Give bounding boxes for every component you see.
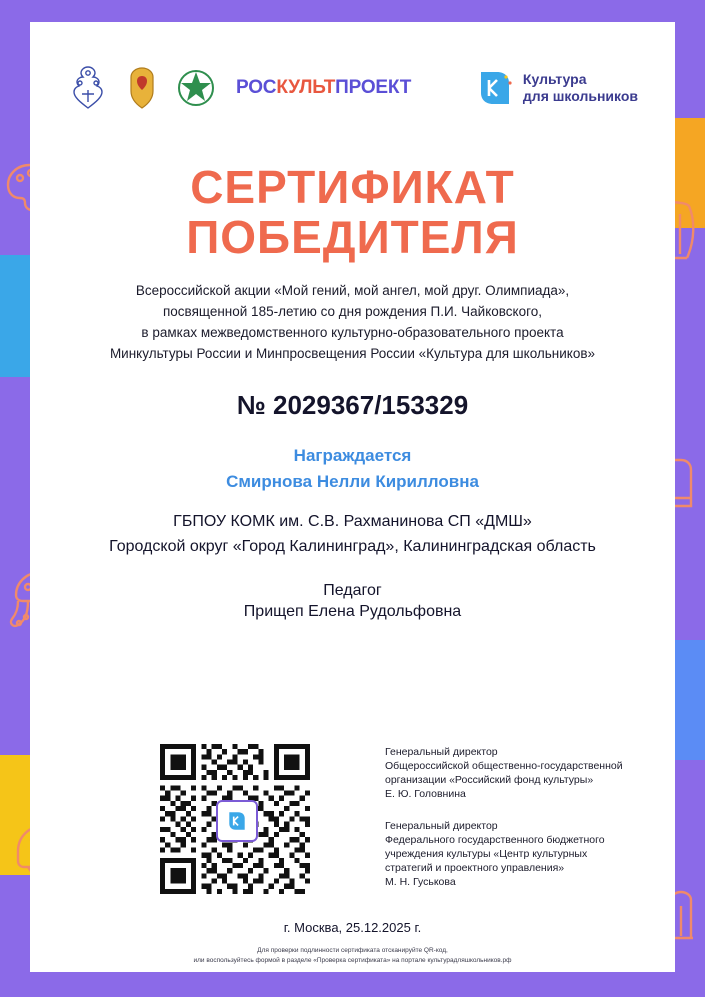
certificate-card: [30, 22, 675, 972]
decor-block-blue-right: [671, 640, 705, 760]
organization-line-1: ГБПОУ КОМК им. С.В. Рахманинова СП «ДМШ»: [173, 513, 532, 530]
subtitle-line-1: Всероссийской акции «Мой гений, мой ангел, мой друг. Олимпиада»,: [135, 283, 570, 298]
ministry-emblem-icon: [122, 64, 162, 112]
subtitle: [78, 280, 627, 364]
roskultproekt-logo-text: РОСКУЛЬТПРОЕКТ: [236, 77, 412, 98]
organization-line-2: Городской округ «Город Калининград», Калининградская область: [109, 538, 596, 555]
qr-code[interactable]: [160, 744, 310, 894]
certificate-number: № 2029367/153329: [236, 390, 469, 420]
fineprint-line-1: Для проверки подлинности сертификата отсканируйте QR-код,: [257, 947, 448, 954]
signature-2-name: М. Н. Гуськова: [385, 876, 456, 888]
gerb-emblem-icon: [68, 64, 108, 112]
star-emblem-icon: [176, 64, 216, 112]
signature-1-role-1: Генеральный директор: [385, 746, 498, 758]
qr-center-logo-icon: [216, 800, 258, 842]
organization: [70, 509, 635, 559]
page-title: [30, 162, 675, 262]
kds-mark-icon: [475, 68, 515, 108]
signature-1-role-2: Общероссийской общественно-государственной: [385, 760, 623, 772]
subtitle-line-3: в рамках межведомственного культурно-образовательного проекта: [141, 325, 564, 340]
awarded-label: Награждается: [293, 446, 412, 465]
subtitle-line-2: посвященной 185-летию со дня рождения П.И. Чайковского,: [162, 304, 542, 319]
kds-mark-small-icon: [226, 810, 248, 832]
title-line-1: СЕРТИФИКАТ: [190, 161, 515, 213]
subtitle-line-4: Минкультуры России и Минпросвещения России «Культура для школьников»: [109, 346, 596, 361]
signature-1-role-3: организации «Российский фонд культуры»: [385, 774, 594, 786]
place-and-date: г. Москва, 25.12.2025 г.: [283, 920, 422, 935]
kds-logo-text: [523, 71, 638, 105]
signature-2-role-3: учреждения культуры «Центр культурных: [385, 848, 588, 860]
kultura-dlya-shkolnikov-logo: [475, 68, 638, 108]
signature-block-1: [385, 745, 645, 801]
fineprint: [90, 946, 615, 966]
signature-2-role-4: стратегий и проектного управления»: [385, 862, 565, 874]
signature-2-role-1: Генеральный директор: [385, 820, 498, 832]
signature-block-2: [385, 819, 645, 889]
signature-1-name: Е. Ю. Головнина: [385, 788, 466, 800]
signature-2-role-2: Федерального государственного бюджетного: [385, 834, 605, 846]
kds-logo-line1: Культура: [522, 71, 587, 87]
decor-block-blue-left: [0, 255, 30, 377]
teacher-label: Педагог: [323, 582, 382, 599]
recipient-name: Смирнова Нелли Кирилловна: [226, 472, 479, 491]
fineprint-line-2: или воспользуйтесь формой в разделе «Проверка сертификата» на портале культурадляшкольников.рф: [193, 957, 512, 964]
kds-logo-line2: для школьников: [522, 88, 638, 104]
teacher-name: Прищеп Елена Рудольфовна: [243, 603, 462, 620]
header-logos: [68, 58, 638, 118]
title-line-2: ПОБЕДИТЕЛЯ: [186, 211, 519, 263]
